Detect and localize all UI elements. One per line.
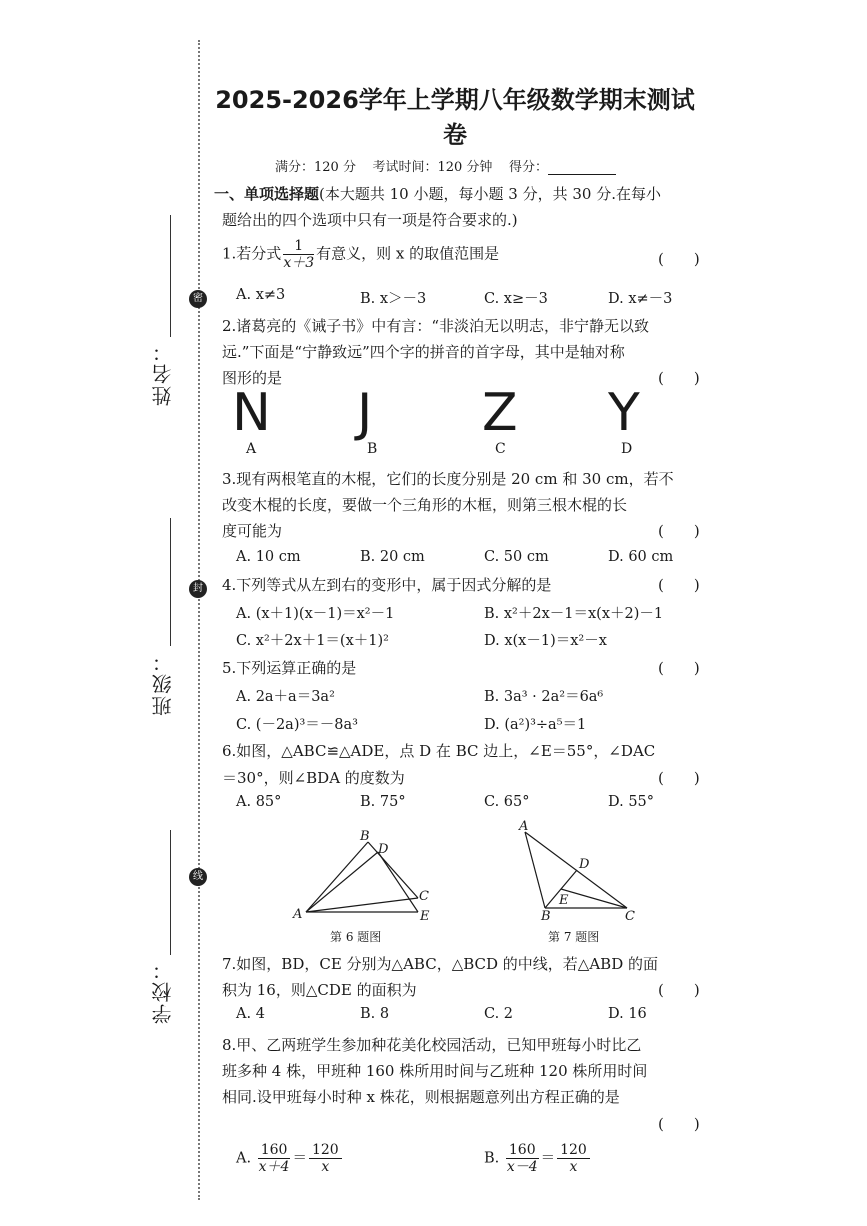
q1-frac-den: x＋3 xyxy=(283,255,315,271)
section1-heading: 一、单项选择题 xyxy=(214,185,320,203)
q3-option-a[interactable]: A. 10 cm xyxy=(236,549,301,565)
fig7-ce xyxy=(561,889,627,908)
q2-line2: 远.”下面是“宁静致远”四个字的拼音的首字母，其中是轴对称 xyxy=(222,343,625,361)
q3-option-d[interactable]: D. 60 cm xyxy=(608,549,674,565)
q2-label-a[interactable]: A xyxy=(246,441,257,457)
q7-option-d[interactable]: D. 16 xyxy=(608,1006,647,1022)
q8-b-d2: x xyxy=(569,1159,578,1175)
page-title: 2025-2026学年上学期八年级数学期末测试卷 xyxy=(215,86,695,149)
fig7-label-e: E xyxy=(559,893,569,908)
q2-letter-y: Y xyxy=(608,383,640,443)
q2-label-d[interactable]: D xyxy=(621,441,633,457)
q8-b-frac1 xyxy=(506,1142,539,1175)
q8-a-n1: 160 xyxy=(258,1142,291,1159)
fig6-caption: 第 6 题图 xyxy=(330,930,382,944)
q7-option-c[interactable]: C. 2 xyxy=(484,1006,514,1022)
score-label: 得分： xyxy=(508,160,548,175)
q1-pre: 1.若分式 xyxy=(222,244,282,263)
q5-option-c[interactable]: C. (－2a)³＝－8a³ xyxy=(236,717,358,733)
q2-label-b[interactable]: B xyxy=(367,441,378,457)
seal-xian: 线 xyxy=(189,868,207,886)
name-field[interactable] xyxy=(170,215,171,337)
fig6-bc xyxy=(368,842,418,898)
q3-answer-paren[interactable]: ( ) xyxy=(658,522,700,540)
q6-line1: 6.如图，△ABC≌△ADE，点 D 在 BC 边上，∠E＝55°，∠DAC xyxy=(222,742,656,760)
fig6-ad xyxy=(306,852,378,912)
q1-stem xyxy=(222,238,499,271)
section1-desc: (本大题共 10 小题，每小题 3 分，共 30 分.在每小 xyxy=(319,185,661,203)
q8-b-n2: 120 xyxy=(557,1142,590,1159)
q2-letter-z: Z xyxy=(482,383,518,443)
fig6-label-d: D xyxy=(378,842,389,857)
q6-answer-paren[interactable]: ( ) xyxy=(658,769,700,787)
fig6-label-b: B xyxy=(360,829,370,844)
q1-frac-num: 1 xyxy=(283,238,314,255)
q4-option-a[interactable]: A. (x＋1)(x－1)＝x²－1 xyxy=(236,606,395,622)
binding-dotted-line xyxy=(198,40,200,1200)
q8-b-frac2 xyxy=(557,1142,590,1175)
q8-a-eq: ＝ xyxy=(292,1150,307,1167)
seal-mi: 密 xyxy=(189,290,207,308)
fig6-label-e: E xyxy=(420,909,430,924)
section1-line2: 题给出的四个选项中只有一项是符合要求的.) xyxy=(222,211,518,229)
score-blank[interactable] xyxy=(548,160,616,175)
school-label: 学校： xyxy=(151,958,175,1024)
q8-a-d2: x xyxy=(321,1159,330,1175)
q5-answer-paren[interactable]: ( ) xyxy=(658,659,700,677)
q3-line2: 改变木棍的长度，要做一个三角形的木框，则第三根木棍的长 xyxy=(222,496,628,514)
q7-line2: 积为 16，则△CDE 的面积为 xyxy=(222,981,417,999)
q8-a-n2: 120 xyxy=(309,1142,342,1159)
q1-answer-paren[interactable]: ( ) xyxy=(658,250,700,268)
fig6-ab xyxy=(306,842,368,912)
q8-line2: 班多种 4 株，甲班种 160 株所用时间与乙班种 120 株所用时间 xyxy=(222,1062,648,1080)
q2-label-c[interactable]: C xyxy=(495,441,506,457)
q3-option-c[interactable]: C. 50 cm xyxy=(484,549,549,565)
class-label: 班级： xyxy=(151,650,175,716)
q6-option-c[interactable]: C. 65° xyxy=(484,794,530,810)
q2-letter-n: N xyxy=(232,383,271,443)
q7-option-a[interactable]: A. 4 xyxy=(236,1006,265,1022)
q6-option-d[interactable]: D. 55° xyxy=(608,794,655,810)
fig7-label-b: B xyxy=(541,909,551,924)
q1-option-d[interactable]: D. x≠－3 xyxy=(608,291,673,307)
figure-6 xyxy=(288,826,448,926)
school-field[interactable] xyxy=(170,830,171,955)
fig7-caption: 第 7 题图 xyxy=(548,930,600,944)
q5-option-a[interactable]: A. 2a＋a＝3a² xyxy=(236,689,335,705)
exam-time: 考试时间：120 分钟 xyxy=(372,160,493,175)
fig6-ac xyxy=(306,898,418,912)
q3-option-b[interactable]: B. 20 cm xyxy=(360,549,425,565)
fig7-ac xyxy=(525,832,627,908)
q2-letter-j: J xyxy=(357,383,373,443)
q4-option-b[interactable]: B. x²＋2x－1＝x(x＋2)－1 xyxy=(484,606,664,622)
q6-option-a[interactable]: A. 85° xyxy=(236,794,282,810)
section1-line1 xyxy=(214,183,661,204)
fig6-label-a: A xyxy=(293,907,303,922)
fig7-label-c: C xyxy=(625,909,635,924)
fig6-label-c: C xyxy=(419,889,429,904)
q3-line1: 3.现有两根笔直的木棍，它们的长度分别是 20 cm 和 30 cm，若不 xyxy=(222,470,674,488)
q5-stem: 5.下列运算正确的是 xyxy=(222,659,357,677)
q8-option-a[interactable] xyxy=(236,1142,344,1175)
fig7-label-d: D xyxy=(579,857,590,872)
fig7-label-a: A xyxy=(519,819,529,834)
q4-option-d[interactable]: D. x(x－1)＝x²－x xyxy=(484,633,607,649)
q8-a-label: A. xyxy=(236,1150,252,1167)
q7-answer-paren[interactable]: ( ) xyxy=(658,981,700,999)
name-label: 姓名： xyxy=(151,340,175,406)
q1-option-a[interactable]: A. x≠3 xyxy=(236,287,286,303)
q7-option-b[interactable]: B. 8 xyxy=(360,1006,390,1022)
q6-line2: ＝30°，则∠BDA 的度数为 xyxy=(222,769,405,787)
q8-a-d1: x＋4 xyxy=(258,1159,290,1175)
q1-option-c[interactable]: C. x≥－3 xyxy=(484,291,548,307)
q2-answer-paren[interactable]: ( ) xyxy=(658,369,700,387)
q8-line1: 8.甲、乙两班学生参加种花美化校园活动，已知甲班每小时比乙 xyxy=(222,1036,642,1054)
q1-option-b[interactable]: B. x＞－3 xyxy=(360,291,427,307)
figure-7 xyxy=(505,818,655,926)
q7-line1: 7.如图，BD，CE 分别为△ABC，△BCD 的中线，若△ABD 的面 xyxy=(222,955,658,973)
q4-option-c[interactable]: C. x²＋2x＋1＝(x＋1)² xyxy=(236,633,389,649)
q8-b-n1: 160 xyxy=(506,1142,539,1159)
q6-option-b[interactable]: B. 75° xyxy=(360,794,406,810)
q4-answer-paren[interactable]: ( ) xyxy=(658,576,700,594)
q8-answer-paren[interactable]: ( ) xyxy=(658,1115,700,1133)
info-line xyxy=(275,156,616,175)
q2-line1: 2.诸葛亮的《诫子书》中有言：“非淡泊无以明志，非宁静无以致 xyxy=(222,317,649,335)
q4-stem: 4.下列等式从左到右的变形中，属于因式分解的是 xyxy=(222,576,552,594)
q2-line3: 图形的是 xyxy=(222,369,283,387)
q1-post: 有意义，则 x 的取值范围是 xyxy=(316,244,500,263)
fig7-ab xyxy=(525,832,545,908)
q8-a-frac1 xyxy=(258,1142,291,1175)
q8-b-label: B. xyxy=(484,1150,500,1167)
q8-option-b[interactable] xyxy=(484,1142,592,1175)
q8-a-frac2 xyxy=(309,1142,342,1175)
q8-b-eq: ＝ xyxy=(540,1150,556,1167)
q8-b-d1: x－4 xyxy=(506,1159,538,1175)
fig6-de xyxy=(378,852,418,912)
q3-line3: 度可能为 xyxy=(222,522,283,540)
q8-line3: 相同.设甲班每小时种 x 株花，则根据题意列出方程正确的是 xyxy=(222,1088,620,1106)
q5-option-b[interactable]: B. 3a³ · 2a²＝6a⁶ xyxy=(484,689,604,705)
class-field[interactable] xyxy=(170,518,171,646)
q1-fraction xyxy=(283,238,314,271)
q5-option-d[interactable]: D. (a²)³÷a⁵＝1 xyxy=(484,717,587,733)
seal-feng: 封 xyxy=(189,580,207,598)
full-score: 满分：120 分 xyxy=(275,160,356,175)
